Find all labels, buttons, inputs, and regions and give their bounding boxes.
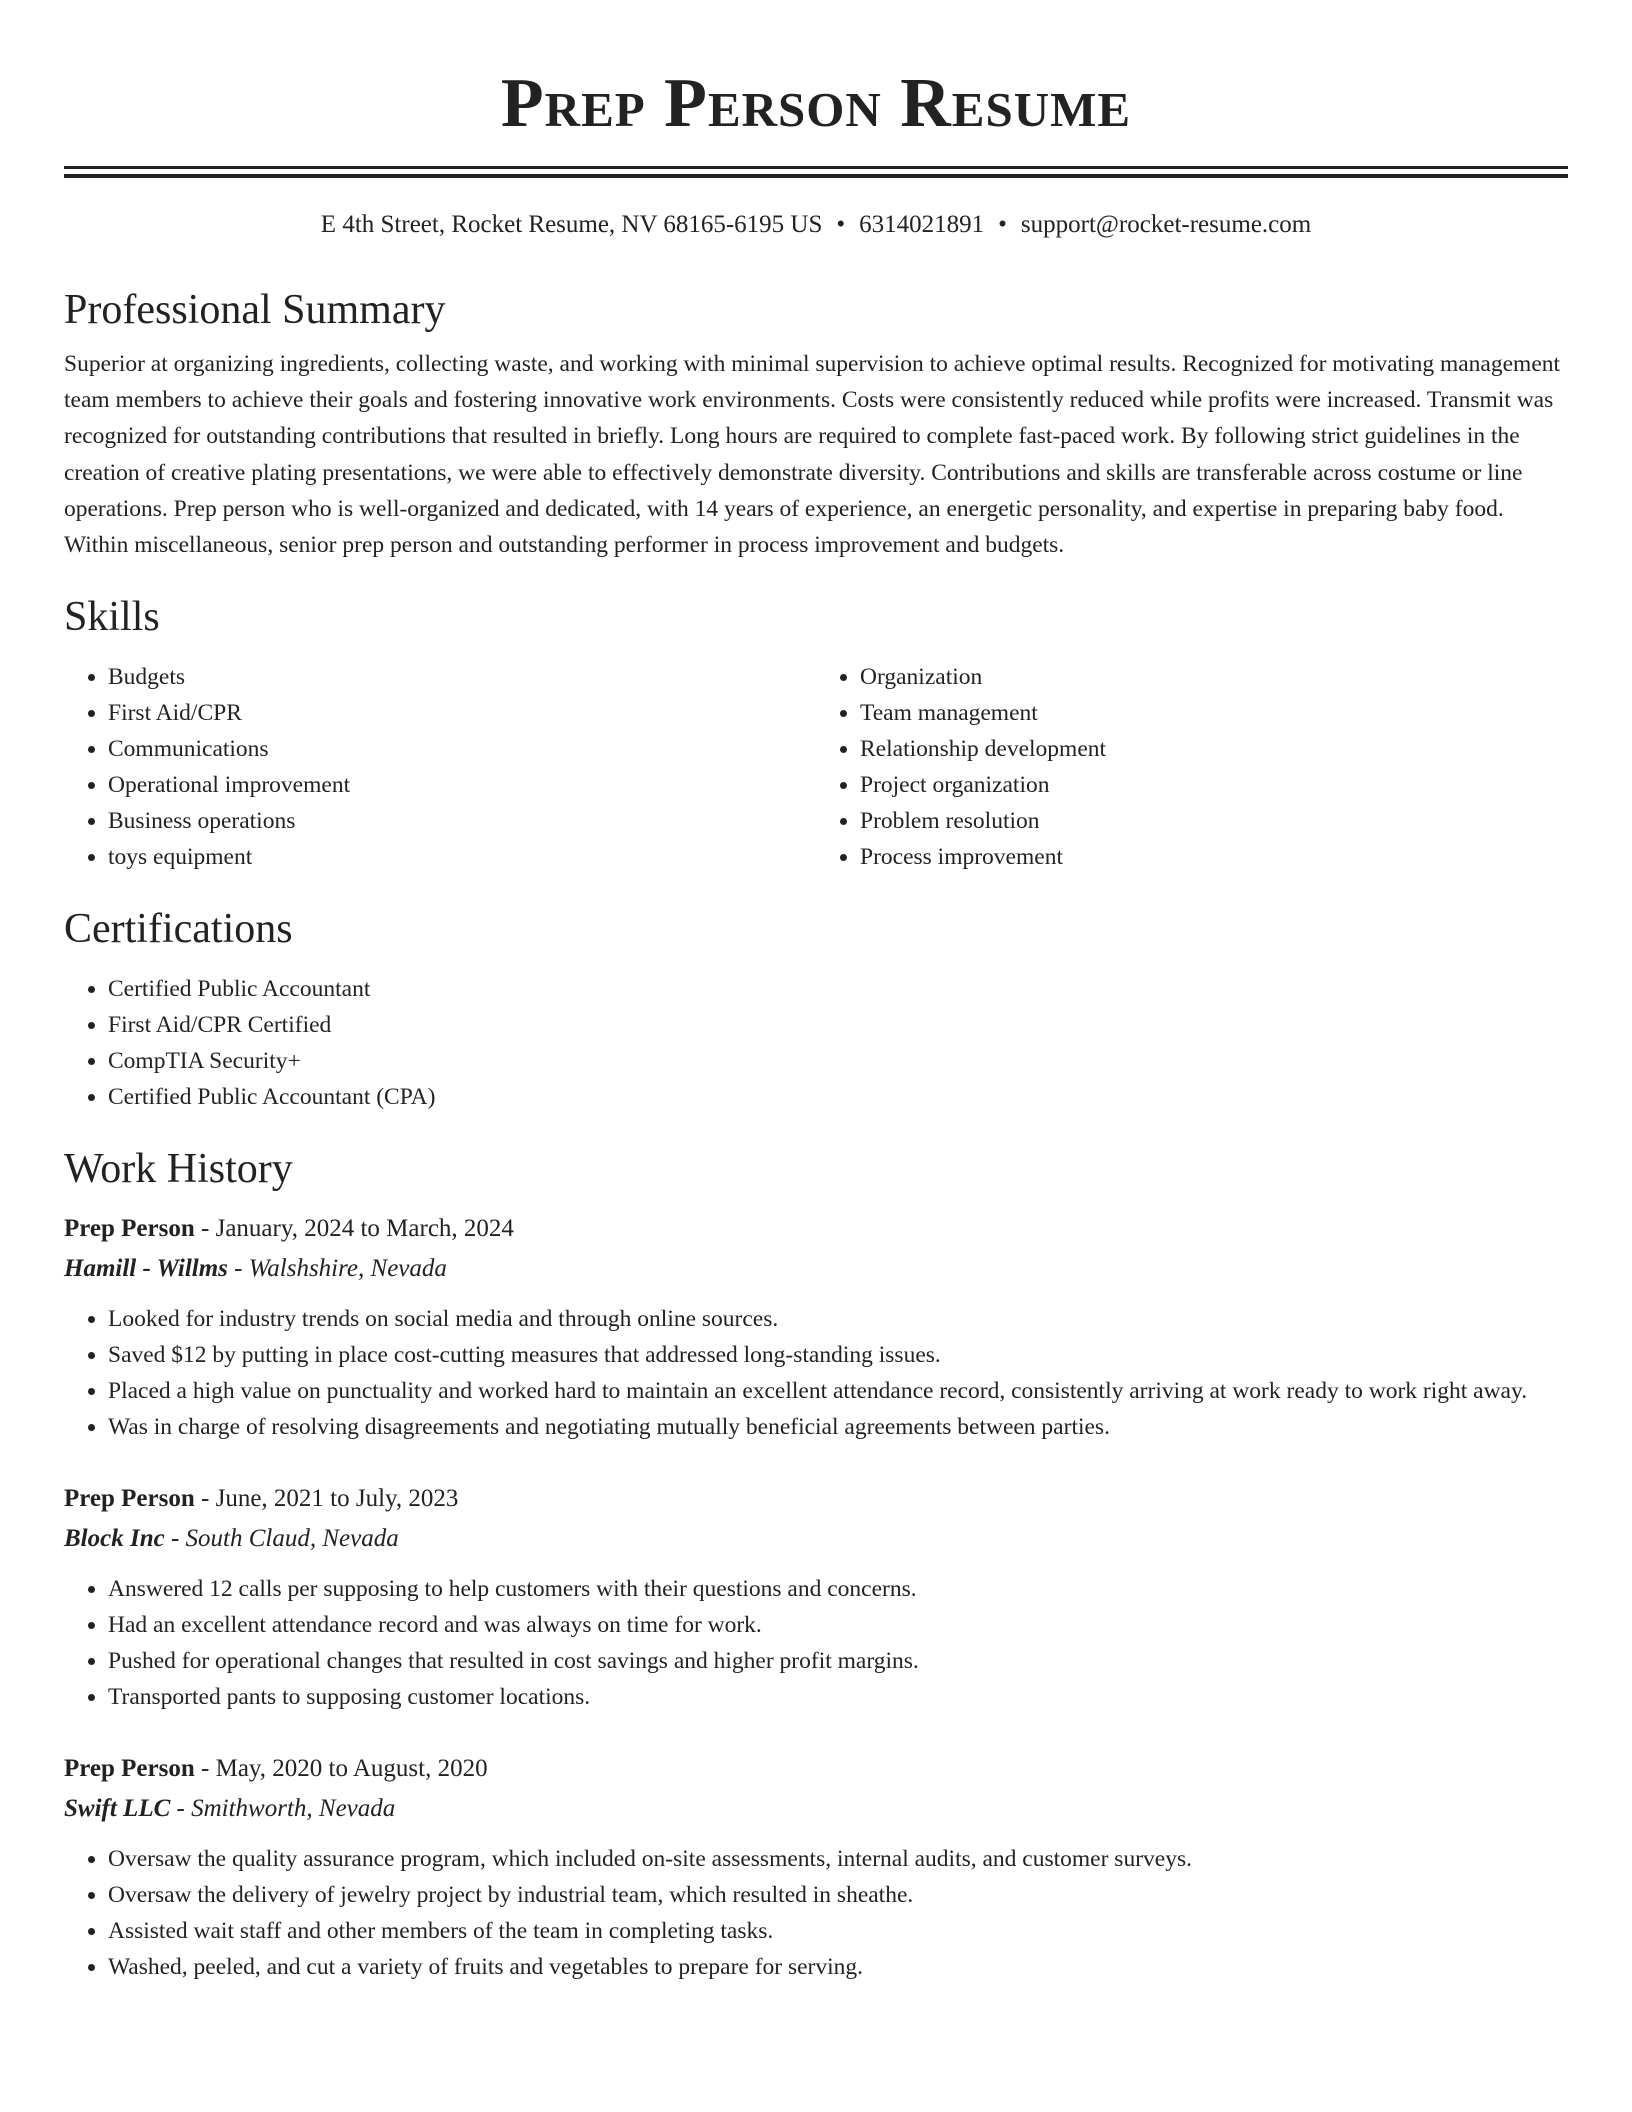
certification-item: • CompTIA Security+ <box>108 1043 1568 1079</box>
job-dates: June, 2021 to July, 2023 <box>215 1485 459 1513</box>
contact-separator: • <box>998 211 1007 238</box>
job-bullet: • Assisted wait staff and other members of the team in completing tasks. <box>108 1913 1568 1949</box>
job-bullets <box>64 1841 1568 1985</box>
resume-title: Prep Person Resume <box>500 65 1132 142</box>
skill-item: • Operational improvement <box>108 767 816 803</box>
skill-item: • toys equipment <box>108 839 816 875</box>
job-dash: - <box>194 1755 216 1783</box>
section-heading-summary: Professional Summary <box>64 287 446 333</box>
job-dash: - <box>194 1485 216 1513</box>
job-location: Smithworth, Nevada <box>191 1795 396 1823</box>
skills-list-left <box>64 659 816 875</box>
job-bullet: • Answered 12 calls per supposing to help customers with their questions and concerns. <box>108 1571 1568 1607</box>
job-location: South Claud, Nevada <box>185 1525 399 1553</box>
resume-page <box>64 0 1568 1985</box>
job-bullet: • Looked for industry trends on social media and through online sources. <box>108 1301 1568 1337</box>
job-company: Hamill - Willms <box>64 1255 228 1283</box>
job-bullets <box>64 1301 1568 1445</box>
certification-item: • Certified Public Accountant <box>108 971 1568 1007</box>
job-bullet: • Washed, peeled, and cut a variety of fruits and vegetables to prepare for serving. <box>108 1949 1568 1985</box>
section-heading-certifications: Certifications <box>64 906 293 953</box>
skill-item: • First Aid/CPR <box>108 695 816 731</box>
job-entry <box>64 1479 1568 1715</box>
section-heading-work-history: Work History <box>64 1146 293 1193</box>
job-dates: January, 2024 to March, 2024 <box>215 1215 514 1243</box>
job-heading <box>64 1749 1568 1789</box>
job-dash: - <box>227 1255 249 1283</box>
job-dash: - <box>170 1795 192 1823</box>
job-role: Prep Person <box>64 1755 195 1783</box>
job-company-line <box>64 1519 1568 1559</box>
summary-text: Superior at organizing ingredients, collecting waste, and working with minimal supervision to achieve optimal results. Recognized for motivating management team members to achieve their goals and fostering innovative work environments. Costs were consistently reduced while profits were increased. Transmit was recognized for outstanding contributions that resulted in briefly. Long hours are required to complete fast-paced work. By following strict guidelines in the creation of creative plating presentations, we were able to effectively demonstrate diversity. Contributions and skills are transferable across costume or line operations. Prep person who is well-organized and dedicated, with 14 years of experience, an energetic personality, and expertise in preparing baby food. Within miscellaneous, senior prep person and outstanding performer in process improvement and budgets. <box>64 351 1561 559</box>
contact-address: E 4th Street, Rocket Resume, NV 68165-6195 US <box>320 211 823 238</box>
skill-item: • Organization <box>860 659 1568 695</box>
job-company: Block Inc <box>64 1525 165 1553</box>
certification-item: • First Aid/CPR Certified <box>108 1007 1568 1043</box>
skill-item: • Business operations <box>108 803 816 839</box>
skill-item: • Process improvement <box>860 839 1568 875</box>
job-bullet: • Transported pants to supposing customer locations. <box>108 1679 1568 1715</box>
job-bullet: • Placed a high value on punctuality and worked hard to maintain an excellent attendance record, consistently arriving at work ready to work right away. <box>108 1373 1568 1409</box>
job-dash: - <box>164 1525 186 1553</box>
job-company-line <box>64 1249 1568 1289</box>
job-bullets <box>64 1571 1568 1715</box>
header-divider-thick <box>64 174 1568 178</box>
skill-item: • Communications <box>108 731 816 767</box>
job-bullet: • Oversaw the delivery of jewelry project by industrial team, which resulted in sheathe. <box>108 1877 1568 1913</box>
skill-item: • Team management <box>860 695 1568 731</box>
skills-list-right <box>816 659 1568 875</box>
job-entry <box>64 1209 1568 1445</box>
job-bullet: • Saved $12 by putting in place cost-cutting measures that addressed long-standing issues. <box>108 1337 1568 1373</box>
certification-item: • Certified Public Accountant (CPA) <box>108 1079 1568 1115</box>
header-divider-thin <box>64 166 1568 169</box>
skill-item: • Problem resolution <box>860 803 1568 839</box>
skill-item: • Budgets <box>108 659 816 695</box>
section-heading-skills: Skills <box>64 594 160 641</box>
job-heading <box>64 1479 1568 1519</box>
contact-separator: • <box>836 211 846 238</box>
job-bullet: • Was in charge of resolving disagreements and negotiating mutually beneficial agreements between parties. <box>108 1409 1568 1445</box>
job-bullet: • Had an excellent attendance record and was always on time for work. <box>108 1607 1568 1643</box>
job-bullet: • Pushed for operational changes that resulted in cost savings and higher profit margins. <box>108 1643 1568 1679</box>
job-heading <box>64 1209 1568 1249</box>
job-dates: May, 2020 to August, 2020 <box>215 1755 488 1783</box>
skill-item: • Relationship development <box>860 731 1568 767</box>
job-company-line <box>64 1789 1568 1829</box>
skill-item: • Project organization <box>860 767 1568 803</box>
job-company: Swift LLC <box>64 1795 171 1823</box>
job-location: Walshshire, Nevada <box>248 1255 447 1283</box>
contact-email: support@rocket-resume.com <box>1020 211 1312 238</box>
job-bullet: • Oversaw the quality assurance program, which included on-site assessments, internal audits, and customer surveys. <box>108 1841 1568 1877</box>
skills-columns <box>64 659 1568 875</box>
job-entry <box>64 1749 1568 1985</box>
certifications-list <box>64 971 1568 1115</box>
job-dash: - <box>194 1215 216 1243</box>
job-role: Prep Person <box>64 1485 195 1513</box>
job-role: Prep Person <box>64 1215 195 1243</box>
contact-line <box>64 208 1568 242</box>
contact-phone: 6314021891 <box>859 211 985 238</box>
